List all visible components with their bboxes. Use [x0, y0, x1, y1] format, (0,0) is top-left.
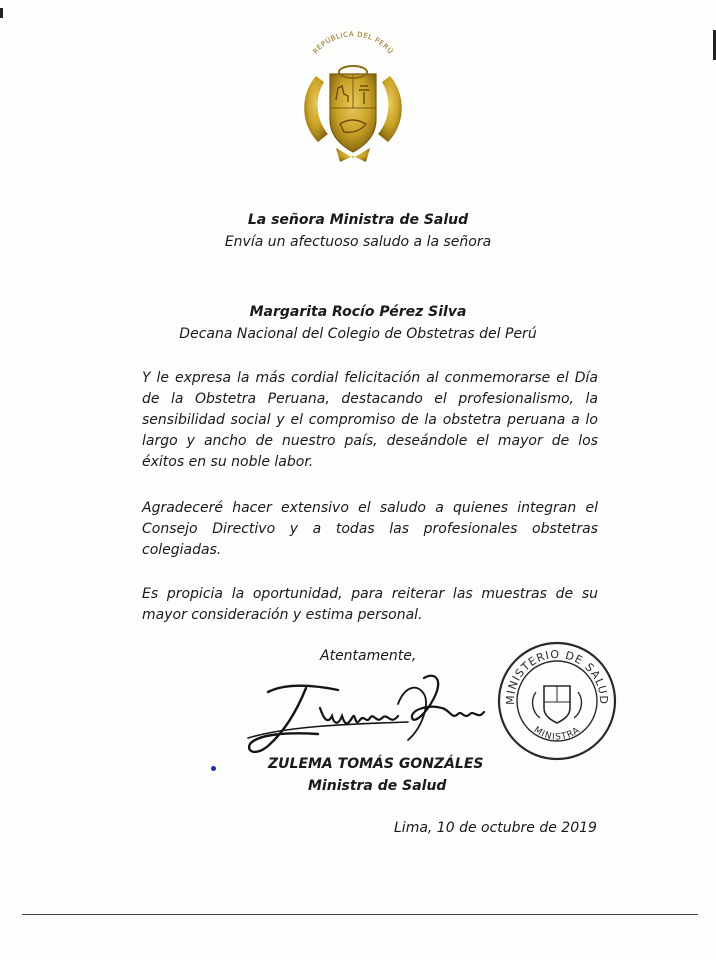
sender-line: La señora Ministra de Salud	[247, 212, 469, 228]
svg-text:MINISTRA	[532, 725, 583, 742]
ink-dot	[211, 766, 216, 771]
page-edge-mark	[0, 8, 3, 18]
signer-role: Ministra de Salud	[308, 778, 447, 794]
bottom-rule	[22, 914, 698, 915]
ministry-stamp	[496, 640, 618, 762]
handwritten-signature	[228, 668, 508, 768]
stamp-arc-text: MINISTERIO DE SALUD	[503, 647, 611, 706]
recipient-title: Decana Nacional del Colegio de Obstetras del Perú	[179, 326, 537, 342]
body-paragraph-1: Y le expresa la más cordial felicitación al conmemorarse el Día de la Obstetra Peruana, destacando el profesionalismo, la sensibilidad social y el compromiso de la obstetra peruana a lo largo y ancho de nuestro país, deseándole el mayor de los éxitos en su noble labor.	[142, 370, 598, 470]
svg-text:REPÚBLICA DEL PERÚ	[311, 30, 395, 55]
date-line: Lima, 10 de octubre de 2019	[394, 820, 597, 836]
signer-name: ZULEMA TOMÁS GONZÁLES	[268, 756, 484, 772]
body-paragraph-2: Agradeceré hacer extensivo el saludo a quienes integran el Consejo Directivo y a todas las profesionales obstetras colegiadas.	[142, 500, 598, 558]
recipient-name: Margarita Rocío Pérez Silva	[249, 304, 467, 320]
coat-of-arms-seal	[288, 24, 418, 166]
stamp-bottom-text: MINISTRA	[531, 725, 583, 743]
greeting-line: Envía un afectuoso saludo a la señora	[224, 234, 492, 250]
body-paragraph-3: Es propicia la oportunidad, para reiterar las muestras de su mayor consideración y estima personal.	[142, 586, 598, 623]
closing-salutation: Atentamente,	[320, 648, 417, 664]
seal-arc-text: REPÚBLICA DEL PERÚ	[311, 30, 395, 56]
